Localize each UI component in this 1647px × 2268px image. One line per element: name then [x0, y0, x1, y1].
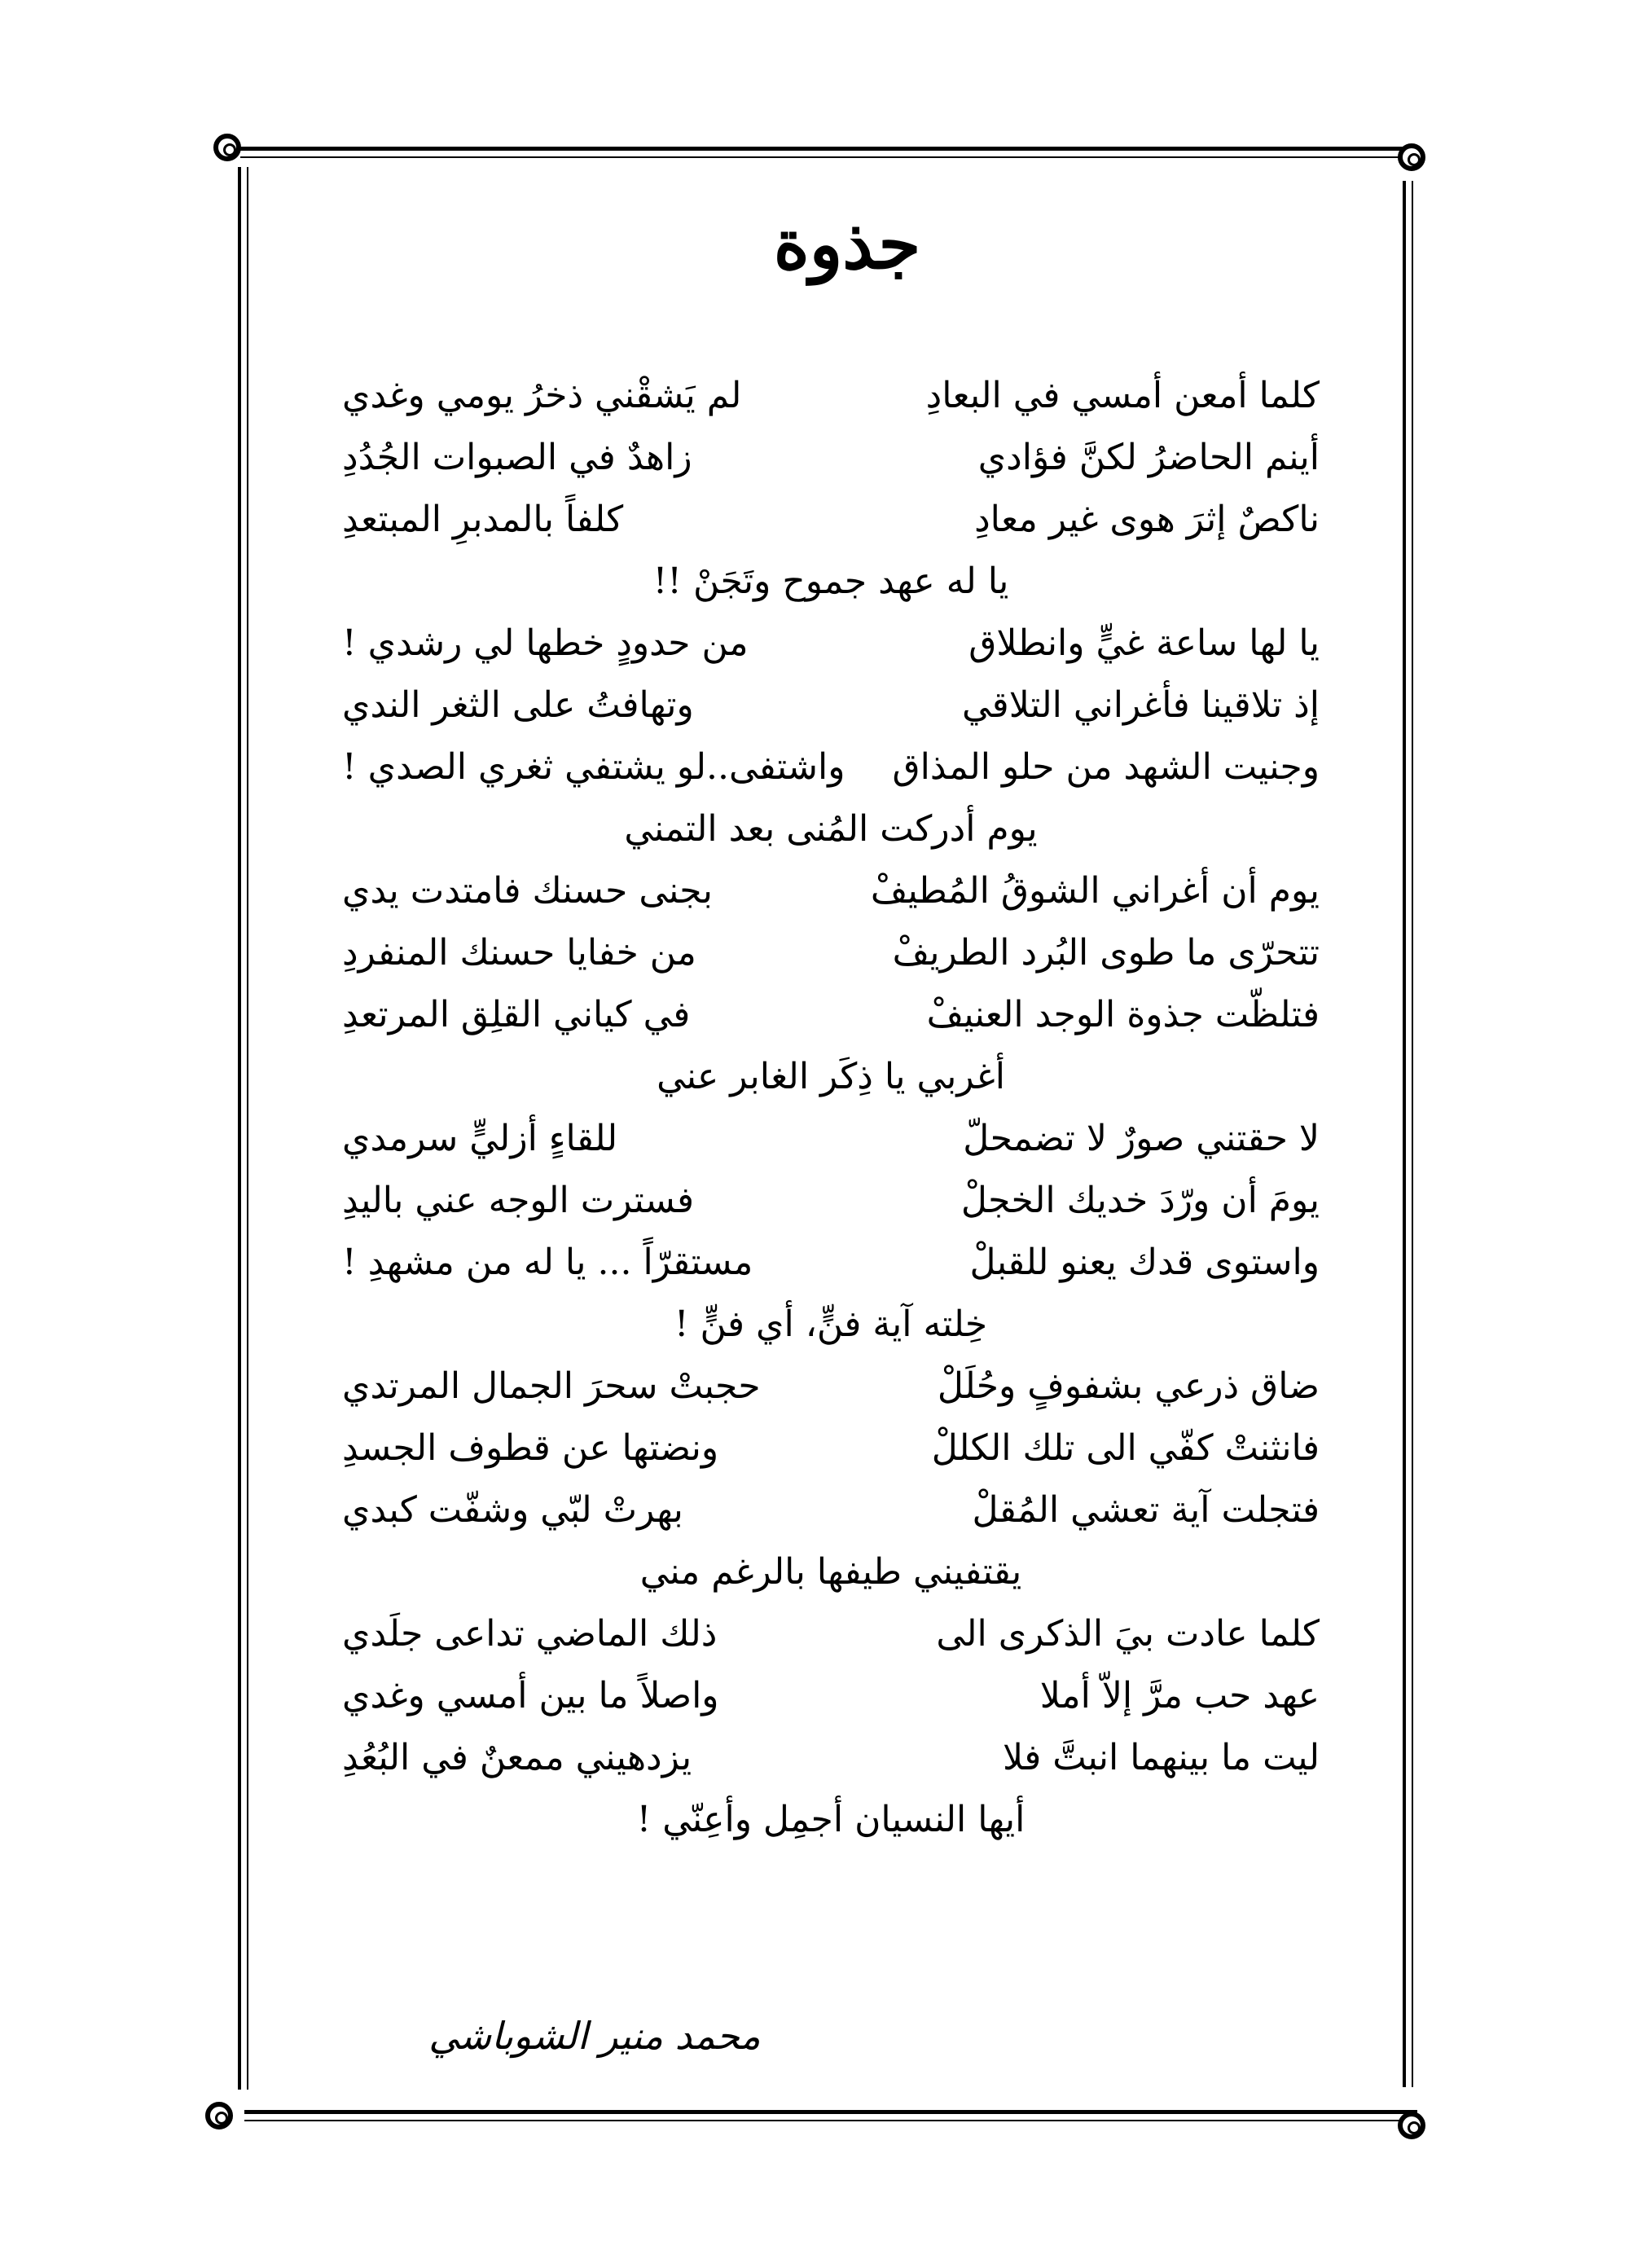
second-hemistich: يزدهيني ممعنٌ في البُعُدِ — [342, 1737, 692, 1778]
first-hemistich: ناكصٌ إثرَ هوى غير معادِ — [974, 499, 1320, 540]
frame-top-rule — [240, 147, 1413, 151]
stanza-refrain: أيها النسيان أجمِل وأعِنّي ! — [636, 1799, 1026, 1840]
verse-line — [342, 1232, 1320, 1294]
second-hemistich: ذلك الماضي تداعى جلَدي — [342, 1613, 718, 1655]
verse-line — [342, 1479, 1320, 1541]
first-hemistich: فتلظّت جذوة الوجد العنيفْ — [926, 994, 1320, 1035]
second-hemistich: للقاءٍ أزليٍّ سرمدي — [342, 1118, 618, 1159]
first-hemistich: إذ تلاقينا فأغراني التلاقي — [961, 684, 1320, 726]
verse-line — [342, 1170, 1320, 1232]
frame-left-rule-thin — [247, 167, 248, 2090]
second-hemistich: من خفايا حسنك المنفردِ — [342, 932, 696, 974]
poet-signature: محمد منير الشوباشي — [428, 2014, 761, 2058]
verse-line — [342, 736, 1320, 798]
verse-line — [342, 984, 1320, 1046]
corner-ornament-icon — [1398, 143, 1425, 171]
corner-ornament-icon — [1398, 2112, 1425, 2139]
second-hemistich: وتهافتُ على الثغر الندي — [342, 684, 694, 726]
verse-line — [342, 613, 1320, 675]
stanza-refrain: يا له عهد جموح وتَجَنْ !! — [652, 560, 1009, 602]
verse-line — [342, 922, 1320, 984]
verse-line — [342, 1727, 1320, 1789]
verse-line — [342, 1108, 1320, 1170]
first-hemistich: ليت ما بينهما انبتَّ فلا — [1003, 1737, 1320, 1778]
second-hemistich: بجنى حسنك فامتدت يدي — [342, 870, 713, 912]
first-hemistich: يوم أن أغراني الشوقُ المُطيفْ — [870, 870, 1320, 912]
first-hemistich: لا حقتني صورٌ لا تضمحلّ — [963, 1118, 1320, 1159]
second-hemistich: زاهدٌ في الصبوات الجُدُدِ — [342, 437, 692, 478]
second-hemistich: في كياني القلِق المرتعدِ — [342, 994, 691, 1035]
verse-line — [342, 860, 1320, 922]
second-hemistich: بهرتْ لبّي وشفّت كبدي — [342, 1489, 683, 1531]
second-hemistich: واصلاً ما بين أمسي وغدي — [342, 1675, 719, 1716]
first-hemistich: فانثنتْ كفّي الى تلك الكللْ — [931, 1427, 1320, 1469]
first-hemistich: كلما عادت بيَ الذكرى الى — [936, 1613, 1320, 1655]
stanza-refrain: أغربي يا ذِكَر الغابر عني — [657, 1056, 1005, 1097]
first-hemistich: تتحرّى ما طوى البُرد الطريفْ — [892, 932, 1320, 974]
first-hemistich: وجنيت الشهد من حلو المذاق — [892, 746, 1320, 788]
verse-line — [342, 1603, 1320, 1665]
second-hemistich: مستقرّاً ... يا له من مشهدِ ! — [342, 1242, 753, 1283]
frame-bottom-rule-thin — [244, 2120, 1417, 2121]
corner-ornament-icon — [205, 2102, 233, 2130]
first-hemistich: كلما أمعن أمسي في البعادِ — [925, 375, 1320, 416]
frame-right-rule-thin — [1412, 181, 1413, 2087]
first-hemistich: واستوى قدك يعنو للقبلْ — [969, 1242, 1320, 1283]
frame-bottom-rule — [244, 2110, 1417, 2114]
stanza-refrain: خِلته آية فنٍّ، أي فنٍّ ! — [674, 1303, 988, 1345]
verse-line — [342, 365, 1320, 427]
verse-line — [342, 1356, 1320, 1418]
first-hemistich: عهد حب مرَّ إلاّ أملا — [1039, 1675, 1320, 1716]
first-hemistich: فتجلت آية تعشي المُقلْ — [972, 1489, 1320, 1531]
second-hemistich: لم يَشقْني ذخرُ يومي وغدي — [342, 375, 742, 416]
frame-left-rule — [238, 167, 241, 2090]
verse-line — [342, 427, 1320, 489]
verse-line — [342, 1418, 1320, 1479]
second-hemistich: فسترت الوجه عني باليدِ — [342, 1180, 695, 1221]
stanza-refrain: يقتفيني طيفها بالرغم مني — [639, 1551, 1022, 1593]
second-hemistich: حجبتْ سحرَ الجمال المرتدي — [342, 1365, 761, 1407]
first-hemistich: يومَ أن ورّدَ خديك الخجلْ — [960, 1180, 1320, 1221]
frame-top-rule-thin — [240, 156, 1413, 158]
stanza-refrain: يوم أدركت المُنى بعد التمني — [624, 808, 1038, 850]
second-hemistich: واشتفى..لو يشتفي ثغري الصدي ! — [342, 746, 845, 788]
first-hemistich: ضاق ذرعي بشفوفٍ وحُلَلْ — [937, 1365, 1320, 1407]
first-hemistich: أينم الحاضرُ لكنَّ فؤادي — [977, 437, 1320, 478]
poem-title: جذوة — [773, 204, 921, 284]
corner-ornament-icon — [213, 134, 241, 161]
verse-line — [342, 675, 1320, 736]
verse-line — [342, 1665, 1320, 1727]
second-hemistich: كلفاً بالمدبرِ المبتعدِ — [342, 499, 624, 540]
verse-line — [342, 489, 1320, 551]
first-hemistich: يا لها ساعة غيٍّ وانطلاق — [968, 622, 1320, 664]
poem-body — [342, 365, 1320, 1851]
second-hemistich: من حدودٍ خطها لي رشدي ! — [342, 622, 749, 664]
frame-right-rule — [1403, 181, 1406, 2087]
second-hemistich: ونضتها عن قطوف الجسدِ — [342, 1427, 719, 1469]
